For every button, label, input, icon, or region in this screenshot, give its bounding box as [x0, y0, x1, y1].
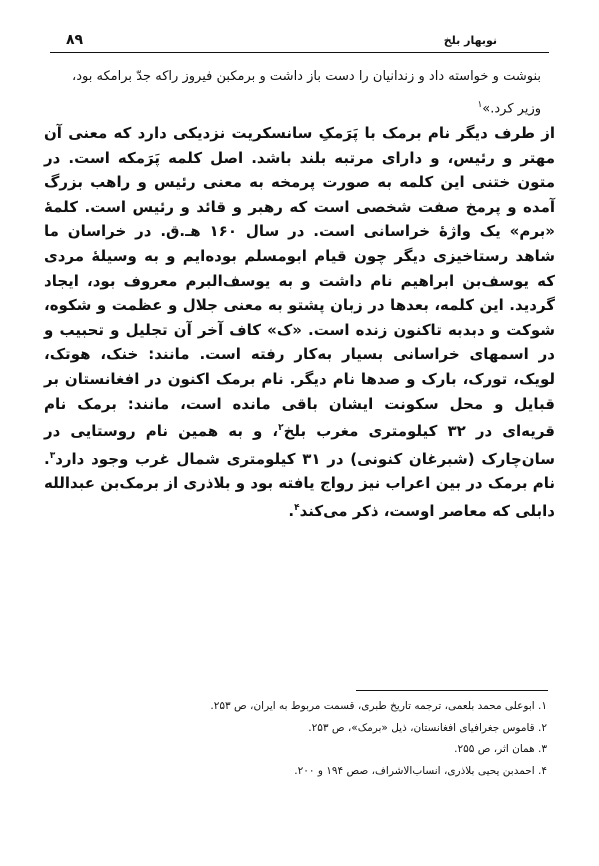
quoted-text: بنوشت و خواسته داد و زندانیان را دست باز داشت و برمکبن فیروز راکه جدّ برامکه بود، وزیر کرد.» [72, 69, 541, 117]
running-title: نوبهار بلخ [443, 34, 497, 47]
page-number: ۸۹ [66, 32, 84, 48]
running-header [50, 32, 549, 48]
body-text [44, 121, 555, 524]
body-text-part-3: . نام برمک در بین اعراب نیز رواج یافته بود و بلاذری از برمک‌بن عبدالله دابلی که معاصر اوست، ذکر می‌کند [44, 449, 555, 520]
body-text-part-2: ، و به همین نام روستایی در سان‌چارک (شبرغان کنونی) در ۳۱ کیلومتری شمال غرب وجود دارد [44, 422, 555, 468]
footnote-3: ۳. همان اثر، ص ۲۵۵. [454, 743, 547, 755]
footnote-2: ۲. قاموس جغرافیای افغانستان، ذیل «برمک»، ص ۲۵۳. [308, 721, 547, 734]
footnote-ref-4: ۴ [294, 502, 300, 513]
footnote-ref-3: ۳ [49, 450, 56, 461]
footnote-ref-2: ۲ [278, 423, 284, 434]
footnote-rule [356, 690, 548, 691]
footnote-ref-1: ۱ [477, 100, 483, 110]
header-rule [50, 52, 549, 53]
body-text-part-1: از طرف دیگر نام برمک با پَرَمکِ سانسکریت نزدیکی دارد که معنی آن مهتر و رئیس، و دارای مرتبه بلند باشد. اصل کلمه پَرَمکه است. در متون ختنی این کلمه به صورت پرمخه به معنی رئیس و راهب بزرگ آمده و پرمخ صفت شخصی است که رهبر و قائد و رئیس است. کلمهٔ «برم» یک واژهٔ خراسانی است. در سال ۱۶۰ هـ.ق. در خراسان ما شاهد رستاخیزی دیگر چون قیام ابومسلم بوده‌ایم و به وسیلهٔ مردی که یوسف‌بن ابراهیم نام داشت و به یوسف‌البرم معروف بود، ایجاد گردید. این کلمه، بعدها در زبان پشتو به معنی جلال و عظمت و شکوه، شوکت و دبدبه تاکنون زنده است. «ک» کاف آخر آن تجلیل و تحبیب و در اسمهای خراسانی بسیار به‌کار رفته است. مانند: خنک، هوتک، لویک، تورک، بارک و صدها نام دیگر. نام برمک اکنون در افغانستان بر قبایل و محل سکونت ایشان باقی مانده است، مانند: برمک نام قریه‌ای در ۳۲ کیلومتری مغرب بلخ [44, 124, 555, 441]
body-text-end: . [288, 501, 295, 520]
quoted-passage [72, 62, 541, 123]
footnote-4: ۴. احمدبن یحیی بلاذری، انساب‌الاشراف، صص ۱۹۴ و ۲۰۰. [294, 764, 547, 777]
footnote-1: ۱. ابوعلی محمد بلعمی، ترجمه تاریخ طبری، قسمت مربوط به ایران، ص ۲۵۳. [210, 700, 547, 712]
body-paragraph [44, 121, 555, 524]
footnotes [60, 696, 547, 782]
